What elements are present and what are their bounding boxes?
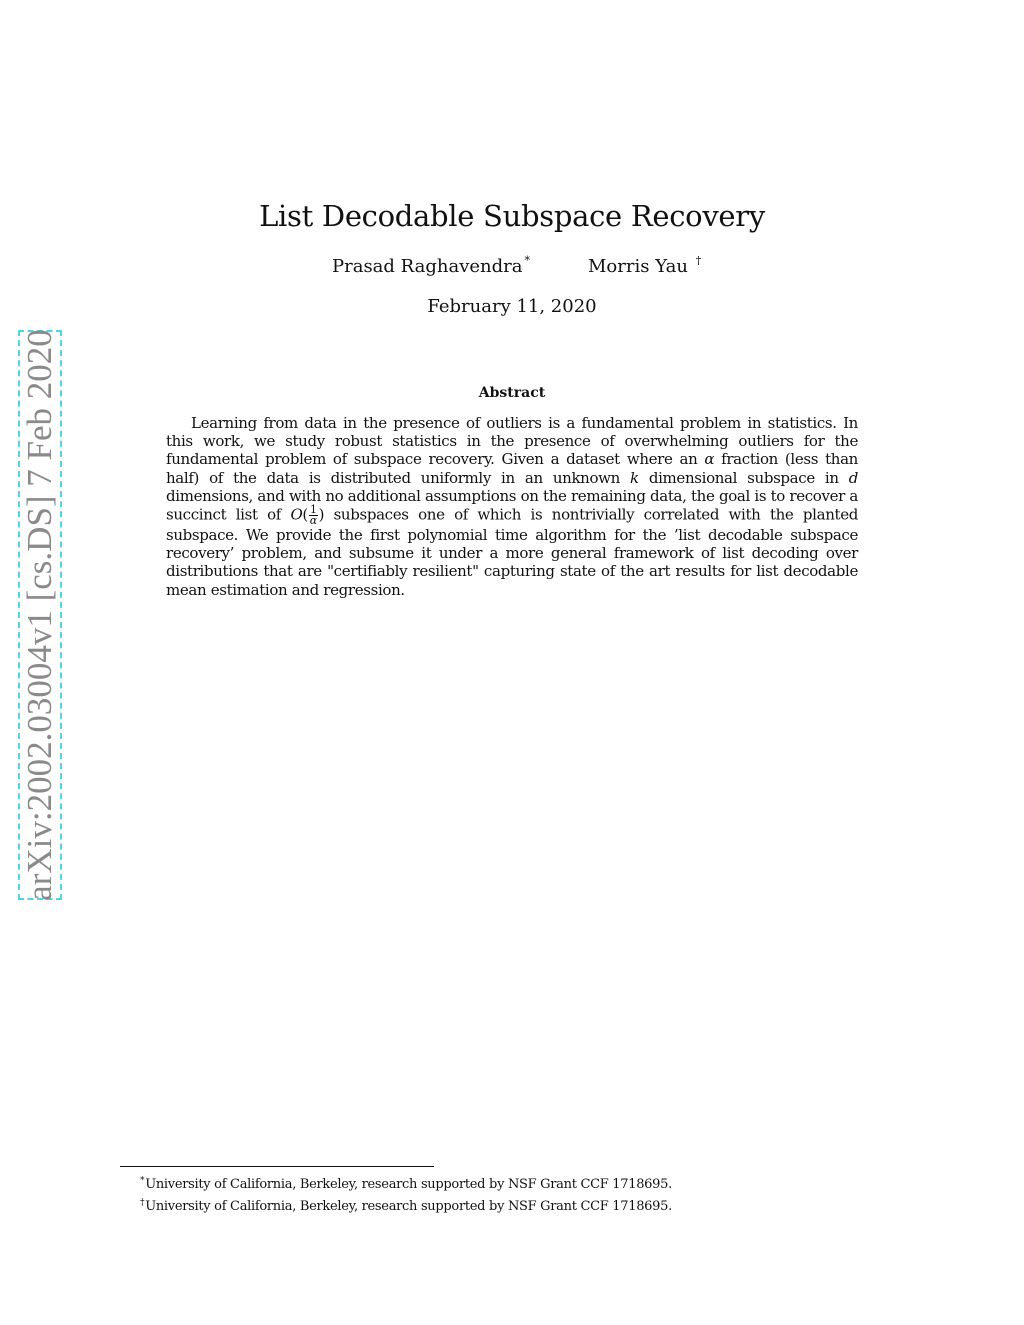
abstract-d: d: [848, 468, 858, 487]
footnote-1-text: University of California, Berkeley, research supported by NSF Grant CCF 1718695.: [145, 1177, 672, 1192]
arxiv-identifier: arXiv:2002.03004v1 [cs.DS] 7 Feb 2020: [20, 329, 59, 901]
author-2-name: Morris Yau: [588, 256, 689, 277]
abstract-text-2: fraction (less than half) of the data is distributed uniformly in an unknown: [166, 450, 858, 487]
author-1-mark: *: [524, 254, 530, 267]
author-list: [0, 254, 1024, 280]
abstract-text-1: Learning from data in the presence of outliers is a fundamental problem in statistics. In this work, we study robust statistics in the presence of overwhelming outliers for the fundamental problem of subspace recovery. Given a dataset where an: [166, 414, 858, 469]
abstract-text-3: dimensional subspace in: [638, 468, 849, 487]
arxiv-stamp: [18, 330, 62, 900]
footnote-2-text: University of California, Berkeley, research supported by NSF Grant CCF 1718695.: [145, 1199, 672, 1214]
paper-title: List Decodable Subspace Recovery: [259, 199, 765, 234]
footnote-2-mark: †: [140, 1198, 145, 1208]
abstract-k: k: [630, 468, 639, 487]
abstract-heading: Abstract: [478, 385, 546, 401]
abstract-big-o: O: [290, 505, 303, 524]
footnotes: [140, 1172, 672, 1216]
footnote-divider: [120, 1166, 434, 1167]
author-1-name: Prasad Raghavendra: [332, 256, 523, 277]
footnote-1-mark: *: [140, 1176, 145, 1186]
author-2-mark: †: [695, 254, 702, 267]
abstract-text-5: subspaces one of which is nontrivially correlated with the planted subspace. We provide the first polynomial time algorithm for the ’list decodable subspace recovery’ problem, and subsume it under a more general framework of list decoding over distributions that are "certifiably resilient" capturing state of the art results for list decodable mean estimation and regression.: [166, 505, 858, 599]
footnote-2: [140, 1194, 672, 1216]
author-1: [332, 254, 530, 277]
paper-date: February 11, 2020: [427, 296, 597, 317]
abstract-alpha: α: [704, 450, 715, 469]
fraction-numerator: 1: [309, 503, 317, 517]
fraction-denominator: α: [309, 514, 317, 528]
footnote-1: [140, 1172, 672, 1194]
abstract-text-4: dimensions, and with no additional assumptions on the remaining data, the goal is to recover a succinct list of: [166, 486, 858, 524]
abstract-fraction: [309, 505, 318, 526]
author-2: [588, 254, 701, 277]
abstract-body: Learning from data in the presence of outliers is a fundamental problem in statistics. In this work, we study robust statistics in the presence of overwhelming outliers for the fundamental problem of subspace recovery. Given a dataset where an α fraction (less than half) of the data is distributed uniformly in an unknown k dimensional subspace in d dimensions, and with no additional assumptions on the remaining data, the goal is to recover a succinct list of O( $\frac{1}{\alpha}$ ) subspaces one of which is nontrivially correlated with the planted subspace. We provide the first polynomial time algorithm for the ’list decodable subspace recovery’ problem, and subsume it under a more general framework of list decoding over distributions that are "certifiably resilient" capturing state of the art results for list decodable mean estimation and regression.: [166, 414, 858, 599]
